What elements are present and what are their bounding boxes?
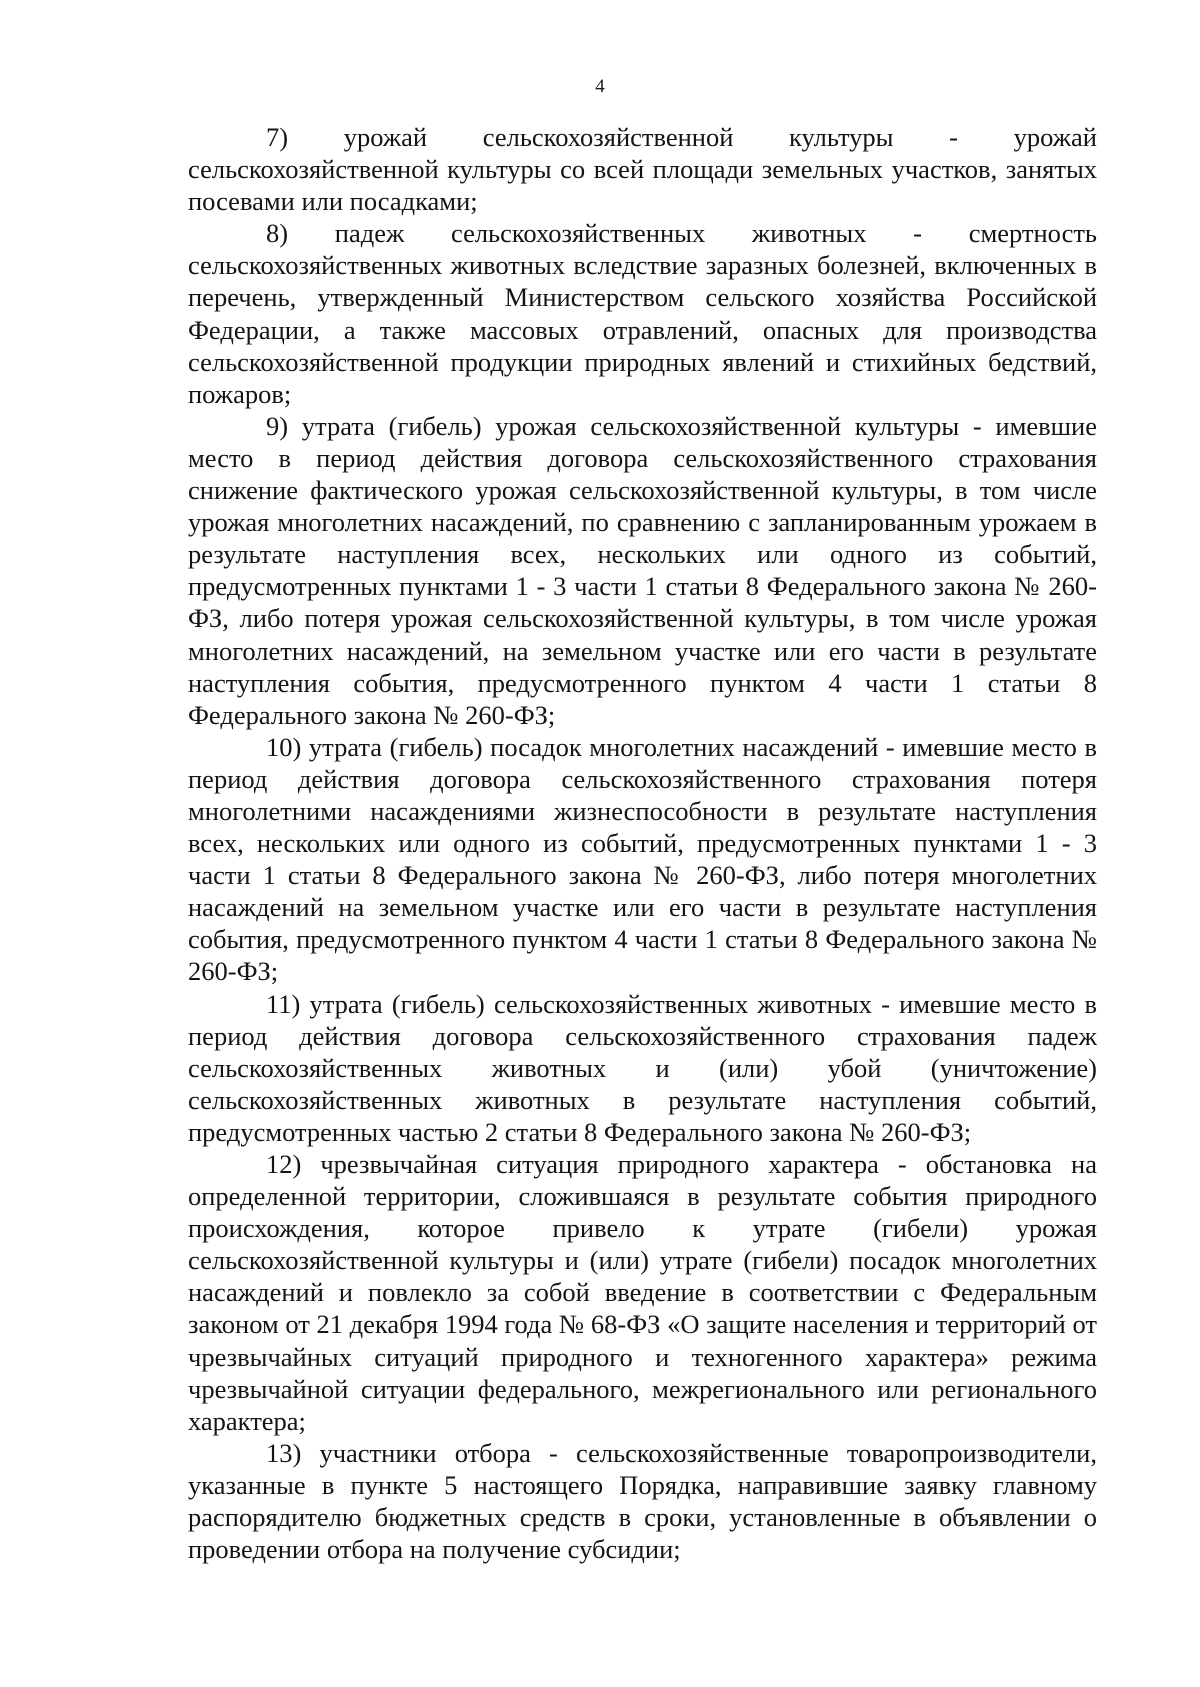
paragraph-item-7: 7) урожай сельскохозяйственной культуры - урожай сельскохозяйственной культуры со всей площади земельных участков, занятых посевами или посадками; <box>188 122 1097 217</box>
page-number: 4 <box>595 76 605 97</box>
paragraph-item-8: 8) падеж сельскохозяйственных животных - смертность сельскохозяйственных животных вследствие заразных болезней, включенных в перечень, утвержденный Министерством сельского хозяйства Российской Федерации, а также массовых отравлений, опасных для производства сельскохозяйственной продукции природных явлений и стихийных бедствий, пожаров; <box>188 218 1097 409</box>
paragraph-item-13: 13) участники отбора - сельскохозяйственные товаропроизводители, указанные в пункте 5 настоящего Порядка, направившие заявку главному распорядителю бюджетных средств в сроки, установленные в объявлении о проведении отбора на получение субсидии; <box>188 1437 1097 1565</box>
document-body <box>188 121 1097 1565</box>
paragraph-item-11: 11) утрата (гибель) сельскохозяйственных животных - имевшие место в период действия договора сельскохозяйственного страхования падеж сельскохозяйственных животных и (или) убой (уничтожение) сельскохозяйственных животных в результате наступления событий, предусмотренных частью 2 статьи 8 Федерального закона № 260-ФЗ; <box>188 988 1097 1147</box>
paragraph-item-10: 10) утрата (гибель) посадок многолетних насаждений - имевшие место в период действия договора сельскохозяйственного страхования потеря многолетними насаждениями жизнеспособности в результате наступления всех, нескольких или одного из событий, предусмотренных пунктами 1 - 3 части 1 статьи 8 Федерального закона № 260-ФЗ, либо потеря многолетних насаждений на земельном участке или его части в результате наступления события, предусмотренного пунктом 4 части 1 статьи 8 Федерального закона № 260-ФЗ; <box>188 731 1097 987</box>
paragraph-item-12: 12) чрезвычайная ситуация природного характера - обстановка на определенной территории, сложившаяся в результате события природного происхождения, которое привело к утрате (гибели) урожая сельскохозяйственной культуры и (или) утрате (гибели) посадок многолетних насаждений и повлекло за собой введение в соответствии с Федеральным законом от 21 декабря 1994 года № 68-ФЗ «О защите населения и территорий от чрезвычайных ситуаций природного и техногенного характера» режима чрезвычайной ситуации федерального, межрегионального или регионального характера; <box>188 1149 1097 1436</box>
paragraph-item-9: 9) утрата (гибель) урожая сельскохозяйственной культуры - имевшие место в период действия договора сельскохозяйственного страхования снижение фактического урожая сельскохозяйственной культуры, в том числе урожая многолетних насаждений, по сравнению с запланированным урожаем в результате наступления всех, нескольких или одного из событий, предусмотренных пунктами 1 - 3 части 1 статьи 8 Федерального закона № 260-ФЗ, либо потеря урожая сельскохозяйственной культуры, в том числе урожая многолетних насаждений, на земельном участке или его части в результате наступления события, предусмотренного пунктом 4 части 1 статьи 8 Федерального закона № 260-ФЗ; <box>188 410 1097 730</box>
